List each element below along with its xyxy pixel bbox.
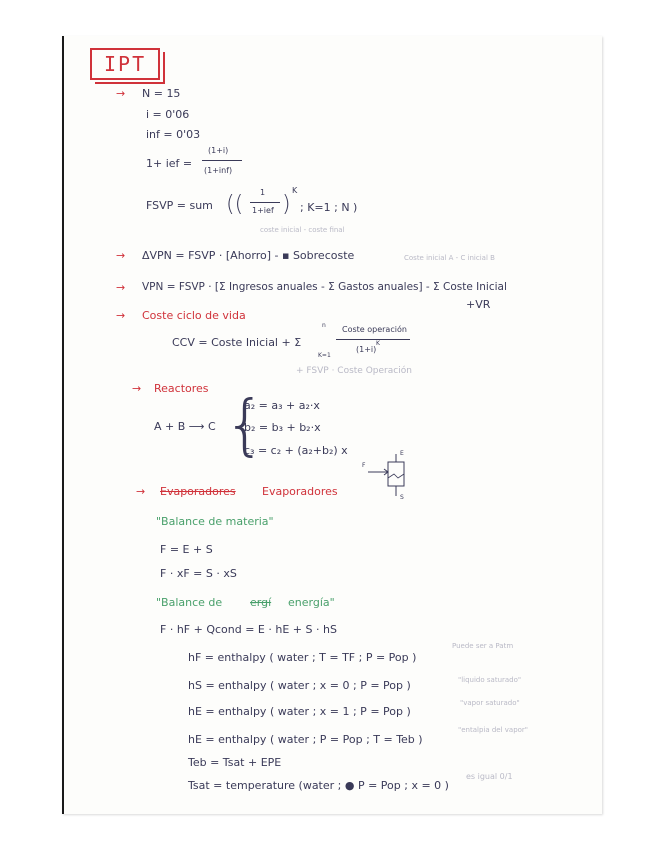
fsvp-lhs: FSVP = sum — [146, 199, 213, 212]
reaction-equation: A + B ⟶ C — [154, 420, 216, 433]
diagram-label-e: E — [400, 450, 404, 457]
diagram-label-f: F — [362, 462, 366, 469]
fsvp-tail: ; K=1 ; N ) — [300, 201, 358, 214]
param-n: N = 15 — [142, 87, 181, 100]
dvpn-annotation: coste inicial - coste final — [260, 226, 345, 234]
ccv-heading: Coste ciclo de vida — [142, 309, 246, 322]
teb-equation: Teb = Tsat + EPE — [188, 756, 282, 769]
title-box — [90, 48, 160, 80]
enthalpy-hf: hF = enthalpy ( water ; T = TF ; P = Pop ) — [188, 651, 417, 664]
arrow-icon: → — [116, 309, 126, 322]
fsvp-den: 1+ief — [252, 206, 274, 215]
balance-energia-pre: "Balance de — [156, 596, 223, 609]
paren-close: ) — [282, 192, 291, 217]
dvpn-annotation-2: Coste inicial A - C inicial B — [404, 254, 495, 262]
enthalpy-he-1: hE = enthalpy ( water ; x = 1 ; P = Pop ) — [188, 705, 411, 718]
reactor-line-1: a₂ = a₃ + a₂·x — [244, 399, 320, 412]
enthalpy-he-1-note: "vapor saturado" — [460, 699, 520, 707]
ief-lhs: 1+ ief = — [146, 157, 193, 170]
ccv-sum-bottom: K=1 — [318, 352, 331, 359]
reactores-heading: Reactores — [154, 382, 209, 395]
evaporadores-heading: Evaporadores — [262, 485, 338, 498]
reactor-line-3: c₃ = c₂ + (a₂+b₂) x — [244, 444, 348, 457]
ccv-lhs: CCV = Coste Inicial + Σ — [172, 336, 302, 349]
mass-balance-1: F = E + S — [160, 543, 213, 556]
diagram-label-s: S — [400, 494, 404, 501]
arrow-icon: → — [116, 281, 126, 294]
evaporator-diagram-icon — [364, 450, 424, 506]
ccv-faint-note: + FSVP · Coste Operación — [296, 366, 412, 376]
ccv-sum-top: n — [322, 322, 326, 329]
evaporadores-crossed: Evaporadores — [160, 485, 236, 498]
vpn-equation: VPN = FSVP · [Σ Ingresos anuales - Σ Gastos anuales] - Σ Coste Inicial — [142, 281, 507, 293]
ccv-den: (1+i) — [356, 345, 377, 354]
enthalpy-hs: hS = enthalpy ( water ; x = 0 ; P = Pop ) — [188, 679, 411, 692]
page-title: IPT — [104, 52, 147, 76]
paren-open: (( — [226, 192, 244, 217]
arrow-icon: → — [136, 485, 146, 498]
enthalpy-he-2-note: "entalpia del vapor" — [458, 726, 529, 734]
dvpn-equation: ΔVPN = FSVP · [Ahorro] - ▪ Sobrecoste — [142, 249, 355, 262]
param-inf: inf = 0'03 — [146, 128, 201, 141]
reactor-line-2: b₂ = b₃ + b₂·x — [244, 421, 321, 434]
param-i: i = 0'06 — [146, 108, 190, 121]
arrow-icon: → — [116, 249, 126, 262]
ief-frac-line — [202, 160, 242, 161]
enthalpy-hs-note: "liquido saturado" — [458, 676, 522, 684]
ccv-num: Coste operación — [342, 325, 407, 334]
energy-balance: F · hF + Qcond = E · hE + S · hS — [160, 623, 337, 636]
vpn-extra: +VR — [466, 298, 491, 311]
ief-den: (1+inf) — [204, 166, 233, 175]
ief-num: (1+i) — [208, 146, 229, 155]
balance-energia-crossed: ergí — [250, 596, 272, 609]
fsvp-exp: K — [292, 186, 298, 195]
ccv-frac-line — [336, 339, 410, 340]
fsvp-frac-line — [250, 202, 280, 203]
notebook-page — [62, 36, 602, 814]
enthalpy-he-2: hE = enthalpy ( water ; P = Pop ; T = Teb ) — [188, 733, 423, 746]
balance-energia-post: energía" — [288, 596, 335, 609]
enthalpy-hf-note: Puede ser a Patm — [452, 642, 514, 650]
mass-balance-2: F · xF = S · xS — [160, 567, 237, 580]
ccv-den-exp: K — [376, 340, 380, 347]
arrow-icon: → — [116, 87, 126, 100]
balance-materia-heading: "Balance de materia" — [156, 515, 274, 528]
fsvp-num: 1 — [260, 188, 266, 197]
tsat-note: es igual 0/1 — [466, 772, 513, 781]
brace-icon: { — [224, 386, 266, 463]
tsat-equation: Tsat = temperature (water ; ● P = Pop ; x = 0 ) — [188, 779, 449, 792]
arrow-icon: → — [132, 382, 142, 395]
